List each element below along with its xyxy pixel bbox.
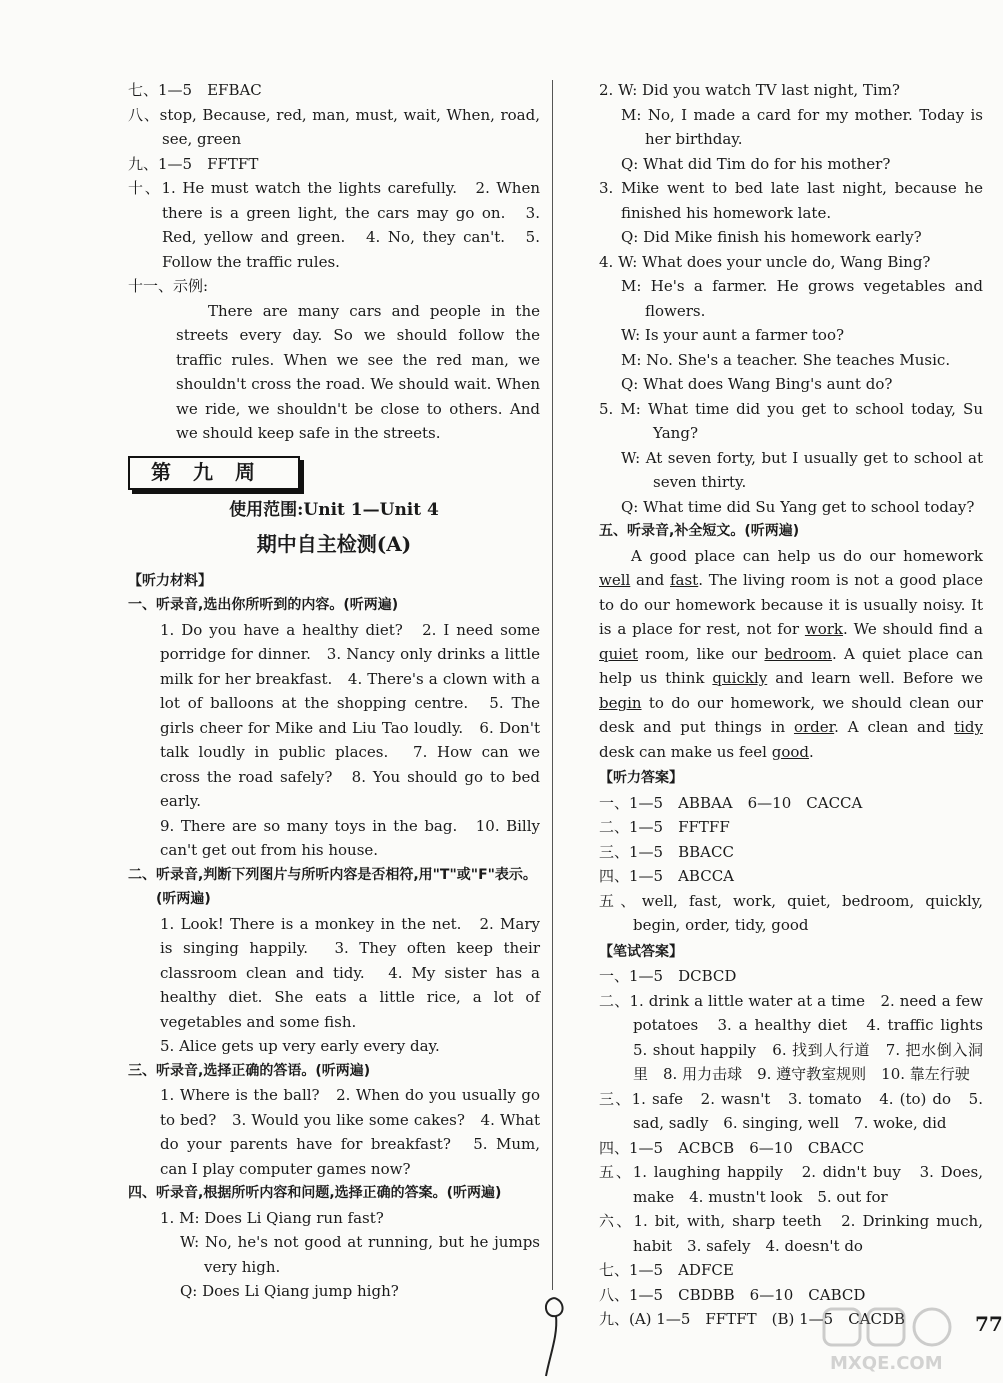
passage-text: and — [630, 571, 670, 589]
blank-answer: tidy — [954, 718, 983, 736]
page-number: 77 — [975, 1312, 1003, 1336]
listening-part-4-heading: 四、听录音,根据所听内容和问题,选择正确的答案。(听两遍) — [128, 1185, 502, 1201]
dialog-4-q: Q: What does Wang Bing's aunt do? — [621, 375, 893, 393]
passage-text: to do our homework, we should clean our desk and put things in — [599, 693, 983, 736]
dialog-5-q: Q: What time did Su Yang get to school today? — [621, 497, 975, 516]
written-answer-7: 七、1—5 ADFCE — [599, 1261, 734, 1279]
blank-answer: work — [804, 620, 844, 638]
dialog-1-w: W: No, he's not good at running, but he jumps very high. — [180, 1233, 540, 1276]
listening-answer-1: 一、1—5 ABBAA 6—10 CACCA — [599, 793, 863, 812]
listening-part-1-heading: 一、听录音,选出你所听到的内容。(听两遍) — [128, 597, 399, 613]
written-answer-1: 一、1—5 DCBCD — [599, 967, 737, 985]
listening-answer-2: 二、1—5 FFTFF — [599, 818, 730, 836]
pen-scribble-icon — [540, 1290, 580, 1380]
blank-answer: quiet — [599, 644, 638, 663]
blank-answer: fast — [669, 571, 699, 589]
dialog-3-q: Q: Did Mike finish his homework early? — [621, 228, 922, 246]
answer-section-8: 八、stop, Because, red, man, must, wait, When, road, see, green — [128, 105, 540, 148]
listening-part-3-heading: 三、听录音,选择正确的答语。(听两遍) — [128, 1062, 371, 1079]
listening-answer-3: 三、1—5 BBACC — [599, 842, 734, 861]
listening-answer-5: 五、well, fast, work, quiet, bedroom, quickly, begin, order, tidy, good — [599, 891, 983, 934]
exam-title: 期中自主检测(A) — [256, 532, 412, 556]
passage-text: . The living room is not a good place to do our homework because it is usually noisy. It is a place for rest, not for — [599, 571, 983, 638]
passage-text: . A quiet place can help us think — [599, 644, 983, 687]
svg-text:MXQE.COM: MXQE.COM — [830, 1353, 943, 1374]
listening-part-2-text: 1. Look! There is a monkey in the net. 2. Mary is singing happily. 3. They often keep their classroom clean and tidy. 4. My sister has a healthy diet. She eats a little rice, a lot of vegetables and some fish. — [160, 914, 540, 1031]
dialog-4-m2: M: No. She's a teacher. She teaches Music. — [621, 350, 951, 369]
dialog-3: 3. Mike went to bed late last night, because he finished his homework late. — [599, 179, 983, 222]
passage-text: . A clean and — [834, 718, 955, 736]
passage-text: A good place can help us do our homework — [631, 546, 983, 565]
usage-scope: 使用范围:Unit 1—Unit 4 — [229, 499, 439, 520]
cloze-passage — [599, 544, 983, 765]
column-divider — [552, 80, 553, 1290]
listening-part-1-text-2: 9. There are so many toys in the bag. 10. Billy can't get out from his house. — [160, 816, 540, 859]
answer-section-9: 九、1—5 FFTFT — [128, 154, 259, 173]
listening-answers-heading: 【听力答案】 — [599, 770, 683, 786]
dialog-4-w: 4. W: What does your uncle do, Wang Bing? — [599, 252, 931, 271]
left-column — [128, 78, 540, 1304]
blank-answer: quickly — [712, 669, 768, 687]
answer-section-10: 十、1. He must watch the lights carefully. 2. When there is a green light, the cars may go on. 3. Red, yellow and green. 4. No, they can't. 5. Follow the traffic rules. — [128, 179, 540, 271]
listening-part-2-text-2: 5. Alice gets up very early every day. — [160, 1037, 440, 1055]
listening-answer-4: 四、1—5 ABCCA — [599, 867, 735, 885]
sample-essay: There are many cars and people in the streets every day. So we should follow the traffic rules. When we see the red man, we shouldn't cross the road. We should wait. When we ride, we shouldn't be close to others. And we should keep safe in the streets. — [176, 301, 540, 442]
passage-text: . — [808, 742, 814, 761]
written-answer-6: 六、1. bit, with, sharp teeth 2. Drinking much, habit 3. safely 4. doesn't do — [599, 1212, 983, 1255]
written-answers-heading: 【笔试答案】 — [599, 943, 683, 960]
watermark-logo-icon — [820, 1305, 995, 1377]
written-answer-8: 八、1—5 CBDBB 6—10 CABCD — [599, 1285, 866, 1304]
answer-section-7: 七、1—5 EFBAC — [128, 81, 262, 99]
blank-answer: bedroom — [764, 644, 832, 663]
listening-part-1-text: 1. Do you have a healthy diet? 2. I need some porridge for dinner. 3. Nancy only drinks a little milk for her breakfast. 4. There's a clown with a lot of balloons at the shopping centre. 5. The girls cheer for Mike and Liu Tao loudly. 6. Don't talk loudly in public places. 7. How can we cross the road safely? 8. You should go to bed early. — [160, 620, 540, 810]
passage-text: desk can make us feel — [599, 742, 772, 761]
written-answer-4: 四、1—5 ACBCB 6—10 CBACC — [599, 1138, 865, 1157]
blank-answer: begin — [599, 693, 642, 712]
answer-section-11-label: 十一、示例: — [128, 277, 209, 295]
dialog-4-w2: W: Is your aunt a farmer too? — [621, 326, 845, 344]
written-answer-9: 九、(A) 1—5 FFTFT (B) 1—5 CACDB — [599, 1310, 906, 1328]
week-heading-text: 第九周 — [151, 459, 277, 484]
dialog-2-w: 2. W: Did you watch TV last night, Tim? — [599, 81, 900, 99]
blank-answer: well — [599, 571, 631, 589]
passage-text: and learn well. Before we — [767, 669, 983, 687]
written-answer-2: 二、1. drink a little water at a time 2. need a few potatoes 3. a healthy diet 4. traffic lights 5. shout happily 6. 找到人行道 7. 把水倒入洞里 8. 用力击球 9. 遵守教室规则 10. 靠左行驶 — [599, 991, 999, 1083]
written-answer-5: 五、1. laughing happily 2. didn't buy 3. Does, make 4. mustn't look 5. out for — [599, 1163, 983, 1206]
dialog-5-w: W: At seven forty, but I usually get to school at seven thirty. — [621, 448, 983, 491]
dialog-5-m: 5. M: What time did you get to school today, Su Yang? — [599, 399, 983, 442]
dialog-1-q: Q: Does Li Qiang jump high? — [180, 1282, 399, 1300]
blank-answer: good — [771, 742, 809, 761]
dialog-2-m: M: No, I made a card for my mother. Today is her birthday. — [621, 105, 983, 148]
listening-part-5-heading: 五、听录音,补全短文。(听两遍) — [599, 523, 800, 539]
week-heading-box — [128, 456, 300, 490]
passage-text: room, like our — [637, 644, 765, 663]
dialog-2-q: Q: What did Tim do for his mother? — [621, 154, 891, 173]
listening-part-2-heading: 二、听录音,判断下列图片与所听内容是否相符,用"T"或"F"表示。(听两遍) — [128, 866, 537, 907]
passage-text: . We should find a — [843, 620, 983, 638]
dialog-1-m: 1. M: Does Li Qiang run fast? — [160, 1208, 384, 1227]
written-answer-3: 三、1. safe 2. wasn't 3. tomato 4. (to) do 5. sad, sadly 6. singing, well 7. woke, did — [599, 1089, 983, 1132]
dialog-4-m: M: He's a farmer. He grows vegetables and flowers. — [621, 277, 983, 320]
listening-part-3-text: 1. Where is the ball? 2. When do you usually go to bed? 3. Would you like some cakes? 4. What do your parents have for breakfast? 5. Mum, can I play computer games now? — [160, 1086, 540, 1178]
blank-answer: order — [793, 718, 835, 736]
listening-material-heading: 【听力材料】 — [128, 572, 212, 589]
